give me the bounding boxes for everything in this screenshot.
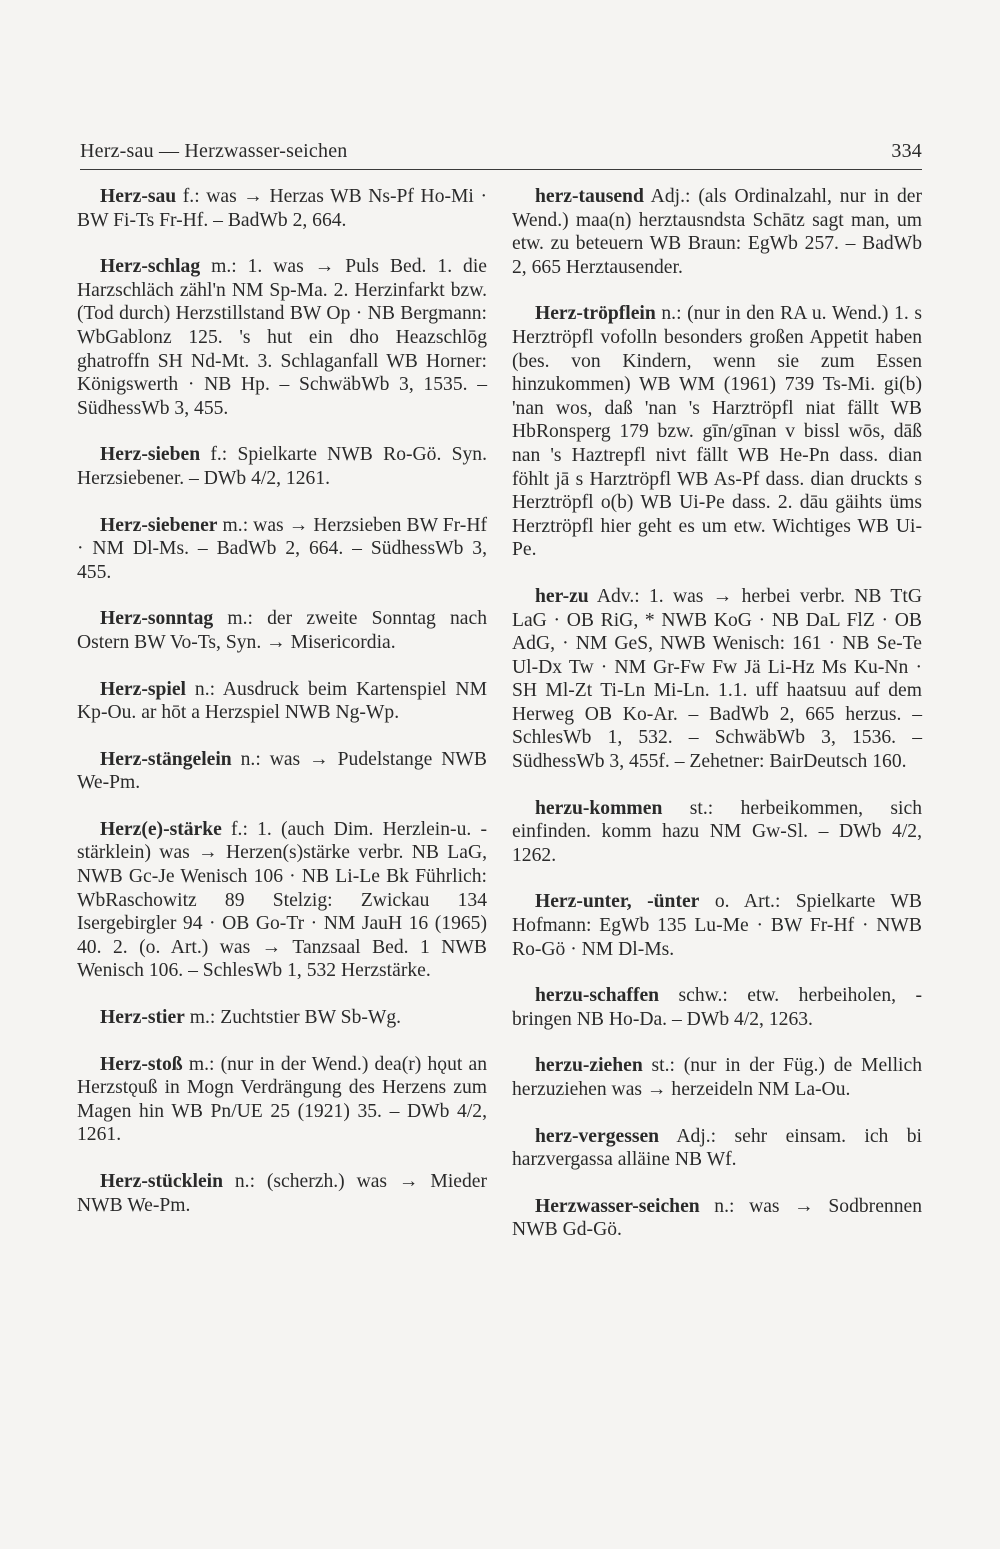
running-head: [80, 140, 922, 163]
entry-body: m.: was → Herzsieben BW Fr-Hf · NM Dl-Ms. – BadWb 2, 664. – SüdhessWb 3, 455.: [77, 514, 487, 583]
entry-headword: herzu-kommen: [535, 797, 663, 819]
dictionary-entry: [77, 1170, 487, 1217]
dictionary-entry: [77, 185, 487, 232]
dictionary-entry: [77, 818, 487, 983]
dictionary-entry: [512, 1125, 922, 1172]
entry-body: Adj.: sehr einsam. ich bi harzvergassa alläine NB Wf.: [512, 1125, 922, 1171]
entry-headword: herz-tausend: [535, 186, 644, 207]
entry-headword: Herz-sau: [100, 186, 177, 207]
entry-body: m.: 1. was → Puls Bed. 1. die Harzschläch zähl'n NM Sp-Ma. 2. Herzinfarkt bzw. (Tod durch) Herzstillstand BW Op · NB Bergmann: WbGablonz 125. 's hut ein dho Heazschlōg ghatroffn SH Nd-Mt. 3. Schlaganfall WB Horner: Königswerth · NB Hp. – SchwäbWb 3, 1535. – SüdhessWb 3, 455.: [77, 256, 487, 419]
entry-headword: Herz-spiel: [100, 678, 186, 700]
dictionary-entry: [77, 514, 487, 585]
entry-headword: Herzwasser-seichen: [535, 1195, 700, 1217]
entry-headword: her-zu: [535, 585, 589, 607]
dictionary-entry: [512, 585, 922, 774]
dictionary-entry: [512, 984, 922, 1031]
entry-body: m.: (nur in der Wend.) dea(r) hǫut an Herzstǫuß in Mogn Verdrängung des Herzens zum Magen hin WB Pn/UE 25 (1921) 35. – DWb 4/2, 1261.: [77, 1053, 487, 1146]
dictionary-entry: [77, 1053, 487, 1147]
entry-headword: Herz(e)-stärke: [100, 818, 222, 840]
entry-body: st.: (nur in der Füg.) de Mellich herzuziehen was → herzeideln NM La-Ou.: [512, 1055, 922, 1100]
dictionary-entry: [77, 678, 487, 725]
entry-headword: Herz-tröpflein: [535, 303, 656, 325]
entry-headword: herzu-ziehen: [535, 1055, 643, 1077]
dictionary-entry: [77, 1006, 487, 1030]
entry-body: m.: der zweite Sonntag nach Ostern BW Vo-Ts, Syn. → Misericordia.: [77, 608, 487, 653]
dictionary-entry: [512, 1054, 922, 1101]
entry-body: o. Art.: Spielkarte WB Hofmann: EgWb 135 Lu-Me · BW Fr-Hf · NWB Ro-Gö · NM Dl-Ms.: [512, 891, 922, 960]
entry-headword: Herz-sonntag: [100, 608, 214, 630]
entry-body: n.: Ausdruck beim Kartenspiel NM Kp-Ou. ar hōt a Herzspiel NWB Ng-Wp.: [77, 678, 487, 724]
entry-body: f.: 1. (auch Dim. Herzlein-u. -stärklein) was → Herzen(s)stärke verbr. NB LaG, NWB Gc-Je Wenisch 106 · NB Li-Le Bk Führlich: WbRaschowitz 89 Stelzig: Zwickau 134 Isergebirgler 94 · OB Go-Tr · NM JauH 16 (1965) 40. 2. (o. Art.) was → Tanzsaal Bed. 1 NWB Wenisch 106. – SchlesWb 1, 532 Herzstärke.: [77, 818, 487, 982]
dictionary-entry: [512, 1195, 922, 1242]
entry-headword: Herz-stängelein: [100, 748, 232, 770]
entry-body: n.: (scherzh.) was → Mieder NWB We-Pm.: [77, 1171, 487, 1216]
entry-headword: herzu-schaffen: [535, 985, 660, 1007]
entry-body: f.: Spielkarte NWB Ro-Gö. Syn. Herzsiebener. – DWb 4/2, 1261.: [77, 444, 487, 489]
entry-headword: herz-vergessen: [535, 1125, 660, 1147]
dictionary-entry: [77, 607, 487, 654]
page-number: 334: [891, 140, 922, 162]
entry-body: f.: was → Herzas WB Ns-Pf Ho-Mi · BW Fi-Ts Fr-Hf. – BadWb 2, 664.: [77, 186, 487, 231]
entry-body: n.: was → Sodbrennen NWB Gd-Gö.: [512, 1195, 922, 1241]
entry-headword: Herz-stoß: [100, 1053, 183, 1075]
right-column: [512, 185, 922, 1265]
header-rule: [80, 169, 922, 170]
entry-headword: Herz-siebener: [100, 514, 218, 536]
entry-body: Adj.: (als Ordinalzahl, nur in der Wend.) maa(n) herztausndsta Schātz sagt man, um etw. zu beteuern WB Braun: EgWb 257. – BadWb 2, 665 Herztausender.: [512, 186, 922, 278]
entry-body: m.: Zuchtstier BW Sb-Wg.: [184, 1007, 402, 1029]
entry-headword: Herz-unter, -ünter: [535, 891, 700, 913]
dictionary-entry: [512, 890, 922, 961]
entry-body: Adv.: 1. was → herbei verbr. NB TtG LaG · OB RiG, * NWB KoG · NB DaL FlZ · OB AdG, · NM GeS, NWB Wenisch: 161 · NB Se-Te Ul-Dx Tw · NM Gr-Fw Fw Jä Li-Hz Ms Ku-Nn · SH Ml-Zt Ti-Ln Mi-Ln. 1.1. uff haatsuu auf dem Herweg OB Ko-Ar. – BadWb 2, 665 herzus. – SchlesWb 1, 532. – SchwäbWb 3, 1536. – SüdhessWb 3, 455f. – Zehetner: BairDeutsch 160.: [512, 585, 922, 773]
entry-body: n.: was → Pudelstange NWB We-Pm.: [77, 748, 487, 794]
entry-headword: Herz-schlag: [100, 256, 201, 278]
dictionary-entry: [512, 797, 922, 868]
entry-headword: Herz-stücklein: [100, 1171, 223, 1192]
entry-body: schw.: etw. herbeiholen, -bringen NB Ho-Da. – DWb 4/2, 1263.: [512, 985, 922, 1030]
dictionary-entry: [77, 443, 487, 490]
dictionary-entry: [77, 255, 487, 420]
entry-headword: Herz-sieben: [100, 444, 201, 466]
dictionary-entry: [77, 748, 487, 795]
running-head-title: Herz-sau — Herzwasser-seichen: [80, 140, 348, 162]
dictionary-entry: [512, 185, 922, 279]
entry-body: n.: (nur in den RA u. Wend.) 1. s Herztröpfl vofolln besonders großen Appetit haben (bes. von Kindern, wenn sie zum Essen hinzukommen) WB WM (1961) 739 Ts-Mi. gi(b) 'nan wos, daß 'nan 's Harztröpfl niat fällt WB HbRonsperg 179 bzw. gīn/gīnan v bissl wōs, dāß nan 's Haztrepfl nivt fällt WB He-Pn dass. dian föhlt jā s Harztröpfl WB As-Pf dass. dian druckts s Herztröpfl o(b) WB Ui-Pe dass. 2. dāu gäihts üms Herztröpfl hier geht es um etw. Wichtiges WB Ui-Pe.: [512, 303, 922, 561]
dictionary-entry: [512, 302, 922, 562]
entry-body: st.: herbeikommen, sich einfinden. komm hazu NM Gw-Sl. – DWb 4/2, 1262.: [512, 797, 922, 866]
entry-headword: Herz-stier: [100, 1007, 185, 1029]
left-column: [77, 185, 487, 1240]
